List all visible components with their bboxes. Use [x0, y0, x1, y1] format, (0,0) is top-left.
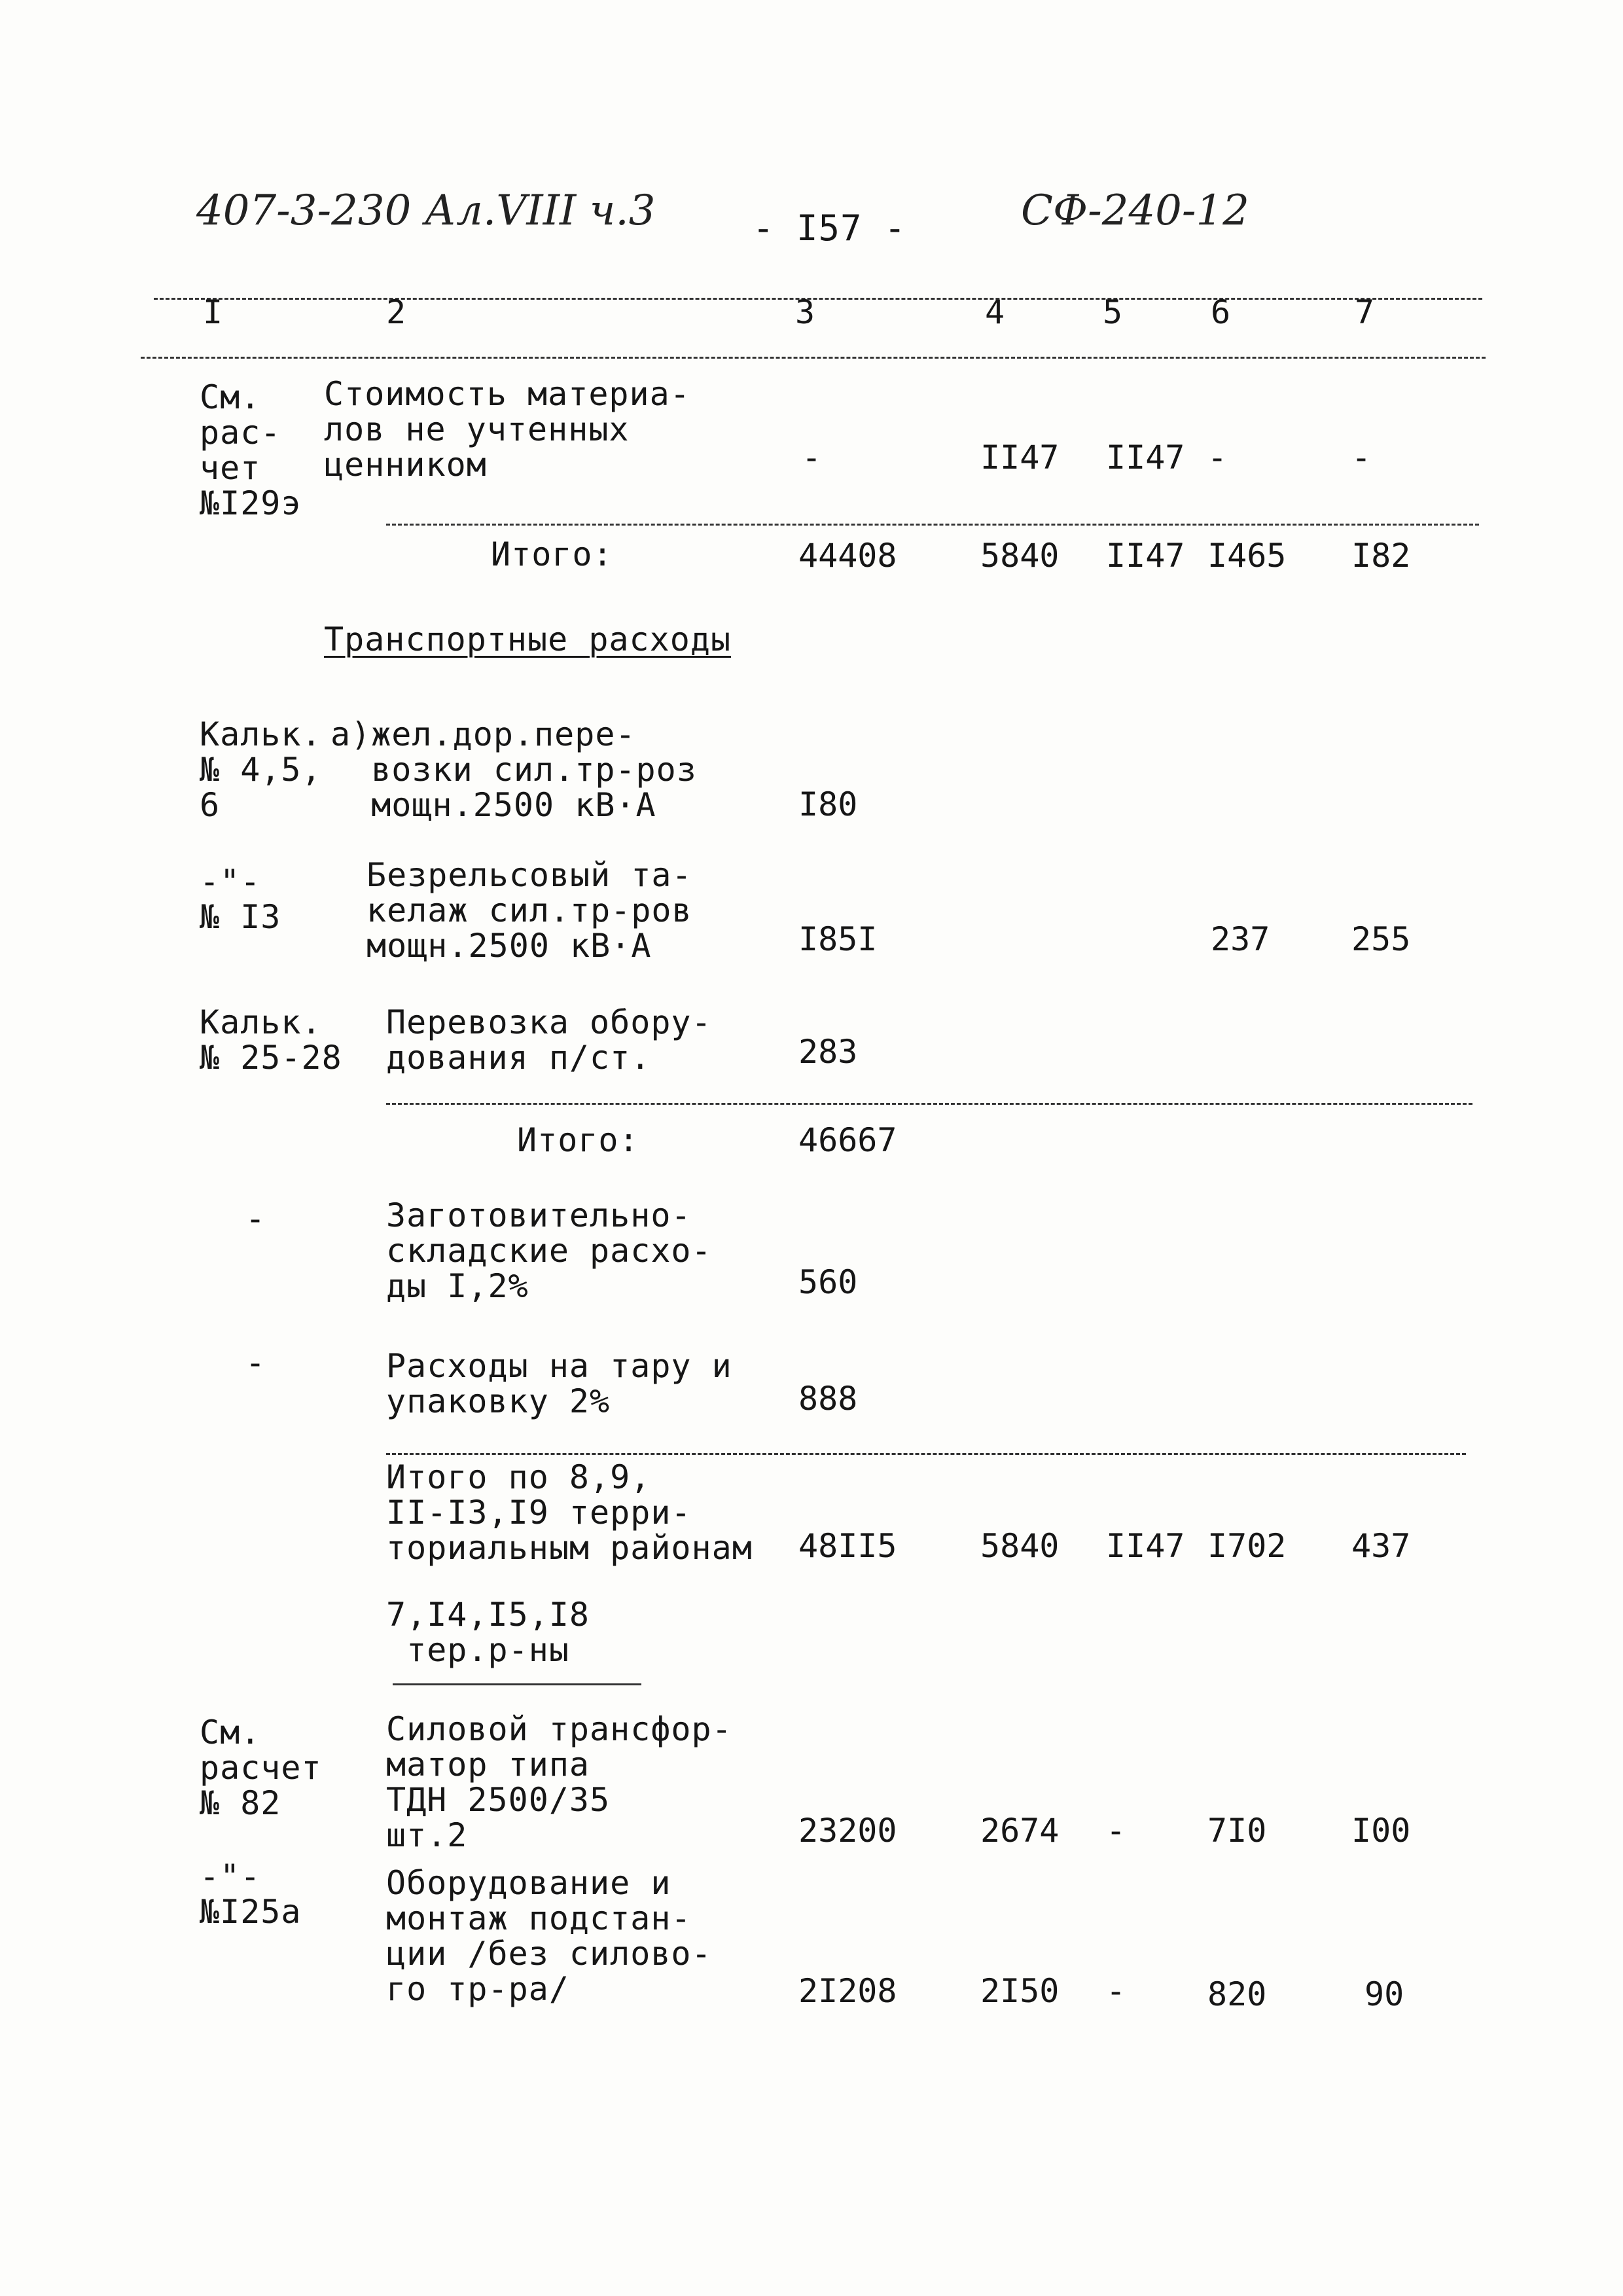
section-heading: Транспортные расходы [324, 620, 732, 658]
row-description: Стоимость материа- лов не учтенных ценником [324, 375, 690, 484]
cell-col5: - [1106, 1812, 1126, 1850]
subtotal-rule [386, 1103, 1472, 1105]
cell-col5: II47 [1106, 439, 1185, 476]
cell-col4: II47 [980, 439, 1060, 476]
cell-col3: 560 [798, 1263, 858, 1301]
column-header: 5 [1103, 293, 1124, 331]
row-reference: - [245, 1200, 266, 1238]
subtotal-label: Итого: [491, 535, 613, 573]
cell-col3: 23200 [798, 1812, 897, 1850]
subtotal-label: Итого: [517, 1121, 639, 1159]
document-code: 407-3-230 Ал.VIII ч.3 [196, 187, 656, 235]
row-description: Безрельсовый та- келаж сил.тр-ров мощн.2500 кВ·А [366, 856, 692, 965]
cell-col5: II47 [1106, 537, 1185, 575]
header-top-rule [154, 298, 1482, 300]
row-description: 7,I4,I5,I8 тер.р-ны [386, 1596, 590, 1669]
cell-col7: I82 [1351, 537, 1411, 575]
cell-col3: 2I208 [798, 1972, 897, 2010]
cell-col4: 5840 [980, 1527, 1060, 1565]
row-reference: Кальк. № 25-28 [200, 1003, 342, 1077]
column-header: 7 [1355, 293, 1376, 331]
row-reference: Кальк. № 4,5, 6 [200, 715, 322, 824]
row-reference: См. рас- чет №I29э [200, 378, 302, 522]
row-reference: -"- №I25а [200, 1857, 302, 1931]
column-header: 6 [1211, 293, 1232, 331]
cell-col3: - [802, 439, 822, 476]
subtotal-rule [386, 524, 1479, 526]
cell-col3: 46667 [798, 1121, 897, 1159]
cell-col3: 283 [798, 1033, 858, 1071]
cell-col4: 2674 [980, 1812, 1060, 1850]
cell-col6: 7I0 [1207, 1812, 1267, 1850]
cell-col7: 437 [1351, 1527, 1411, 1565]
cell-col7: I00 [1351, 1812, 1411, 1850]
cell-col7: 90 [1364, 1975, 1404, 2013]
row-description: Перевозка обору- дования п/ст. [386, 1003, 712, 1077]
stamp-code: СФ-240-12 [1021, 187, 1249, 235]
cell-col6: 237 [1211, 920, 1270, 958]
cell-col5: II47 [1106, 1527, 1185, 1565]
cell-col6: - [1207, 439, 1228, 476]
subtotal-rule [386, 1453, 1466, 1455]
cell-col5: - [1106, 1972, 1126, 2010]
row-reference: -"- № I3 [200, 863, 281, 936]
cell-col3: 888 [798, 1380, 858, 1418]
column-header: I [203, 293, 224, 331]
section-underline [393, 1683, 641, 1685]
cell-col4: 2I50 [980, 1972, 1060, 2010]
column-header: 4 [985, 293, 1006, 331]
cell-col3: 44408 [798, 537, 897, 575]
row-description: Силовой трансфор- матор типа ТДН 2500/35 шт.2 [386, 1710, 732, 1854]
row-reference: - [245, 1344, 266, 1382]
row-description: Оборудование и монтаж подстан- ции /без силово- го тр-ра/ [386, 1864, 712, 2008]
cell-col6: 820 [1207, 1975, 1267, 2013]
page-number: - I57 - [753, 207, 906, 249]
cell-col4: 5840 [980, 537, 1060, 575]
row-description: Расходы на тару и упаковку 2% [386, 1347, 732, 1420]
column-header: 2 [386, 293, 407, 331]
cell-col6: I465 [1207, 537, 1287, 575]
cell-col6: I702 [1207, 1527, 1287, 1565]
row-reference: См. расчет № 82 [200, 1713, 322, 1822]
cell-col3: I85I [798, 920, 878, 958]
cell-col3: I80 [798, 785, 858, 823]
row-description: а)жел.дор.пере- возки сил.тр-роз мощн.2500 кВ·А [330, 715, 697, 824]
column-header: 3 [795, 293, 816, 331]
header-bottom-rule [141, 357, 1486, 359]
cell-col3: 48II5 [798, 1527, 897, 1565]
row-description: Итого по 8,9, II-I3,I9 терри- ториальным районам [386, 1458, 753, 1567]
cell-col7: - [1351, 439, 1372, 476]
cell-col7: 255 [1351, 920, 1411, 958]
row-description: Заготовительно- складские расхо- ды I,2% [386, 1196, 712, 1305]
